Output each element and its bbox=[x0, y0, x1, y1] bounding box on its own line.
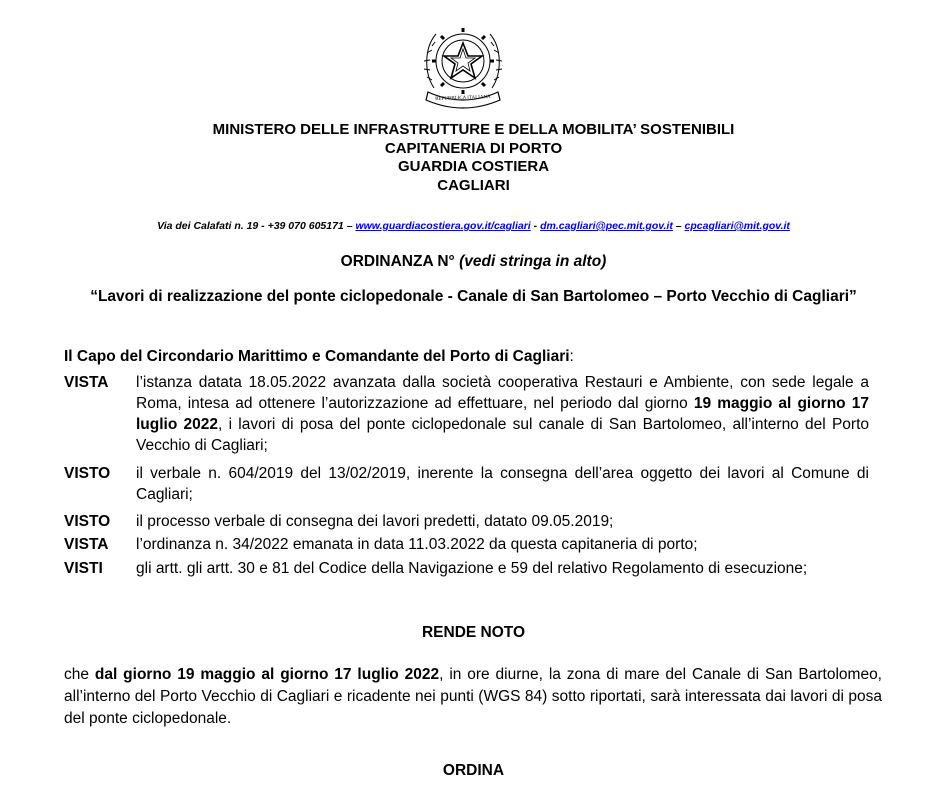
section-heading-ordina: ORDINA bbox=[442, 762, 505, 779]
website-link[interactable]: www.guardiacostiera.gov.it/cagliari bbox=[355, 220, 531, 232]
separator: – bbox=[675, 220, 682, 232]
section-heading-rende-noto: RENDE NOTO bbox=[421, 624, 526, 641]
clause-keyword: VISTA bbox=[64, 374, 109, 391]
contact-line bbox=[0, 220, 947, 232]
email-link[interactable]: cpcagliari@mit.gov.it bbox=[684, 220, 790, 232]
recital-clause bbox=[64, 372, 869, 456]
clause-text: l’ordinanza n. 34/2022 emanata in data 11.03.2022 da questa capitaneria di porto; bbox=[136, 536, 698, 553]
corps-name: GUARDIA COSTIERA bbox=[397, 158, 550, 175]
ordinance-subject: “Lavori di realizzazione del ponte ciclopedonale - Canale di San Bartolomeo – Porto Vecchio di Cagliari” bbox=[90, 288, 857, 305]
recital-clause bbox=[64, 534, 869, 555]
ordinance-number-note: (vedi stringa in alto) bbox=[459, 253, 607, 270]
clause-keyword: VISTO bbox=[64, 513, 111, 530]
recital-clause bbox=[64, 511, 869, 532]
recital-clause bbox=[64, 463, 869, 505]
clause-text: il processo verbale di consegna dei lavori predetti, datato 09.05.2019; bbox=[136, 513, 614, 530]
clause-keyword: VISTI bbox=[64, 560, 103, 577]
pec-email-link[interactable]: dm.cagliari@pec.mit.gov.it bbox=[540, 220, 673, 232]
recital-clause bbox=[64, 558, 869, 579]
ordinance-title bbox=[0, 253, 947, 271]
issuer-intro: Il Capo del Circondario Marittimo e Comandante del Porto di Cagliari: bbox=[64, 348, 574, 365]
office-name: CAPITANERIA DI PORTO bbox=[384, 139, 563, 157]
issuing-authority-header bbox=[0, 121, 947, 195]
clause-text: gli artt. gli artt. 30 e 81 del Codice della Navigazione e 59 del relativo Regolamento di esecuzione; bbox=[136, 560, 808, 577]
issuer-title: Il Capo del Circondario Marittimo e Comandante del Porto di Cagliari bbox=[64, 348, 570, 365]
ordinance-label: ORDINANZA N° bbox=[340, 253, 455, 270]
clause-keyword: VISTO bbox=[64, 465, 111, 482]
clause-text: il verbale n. 604/2019 del 13/02/2019, inerente la consegna dell’area oggetto dei lavori al Comune di Cagliari; bbox=[136, 465, 869, 503]
office-address: Via dei Calafati n. 19 - +39 070 605171 – bbox=[157, 220, 353, 232]
clause-text: l’istanza datata 18.05.2022 avanzata dalla società cooperativa Restauri e Ambiente, con sede legale a Roma, intesa ad ottenere l’autorizzazione ad effettuare, nel periodo dal giorno 19 maggio al giorno 17 luglio 2022, i lavori di posa del ponte ciclopedonale sul canale di San Bartolomeo, all’interno del Porto Vecchio di Cagliari; bbox=[136, 374, 869, 454]
clause-keyword: VISTA bbox=[64, 536, 109, 553]
separator: - bbox=[533, 220, 538, 232]
city-name: CAGLIARI bbox=[437, 176, 510, 194]
ministry-name: MINISTERO DELLE INFRASTRUTTURE E DELLA MOBILITA’ SOSTENIBILI bbox=[212, 121, 735, 138]
emblem-motto: REPUBBLICA ITALIANA bbox=[435, 95, 491, 102]
notice-paragraph: che dal giorno 19 maggio al giorno 17 luglio 2022, in ore diurne, la zona di mare del Canale di San Bartolomeo, all’interno del Porto Vecchio di Cagliari e ricadente nei punti (WGS 84) sotto riportati, sarà interessata dai lavori di posa del ponte ciclopedonale. bbox=[64, 666, 882, 727]
